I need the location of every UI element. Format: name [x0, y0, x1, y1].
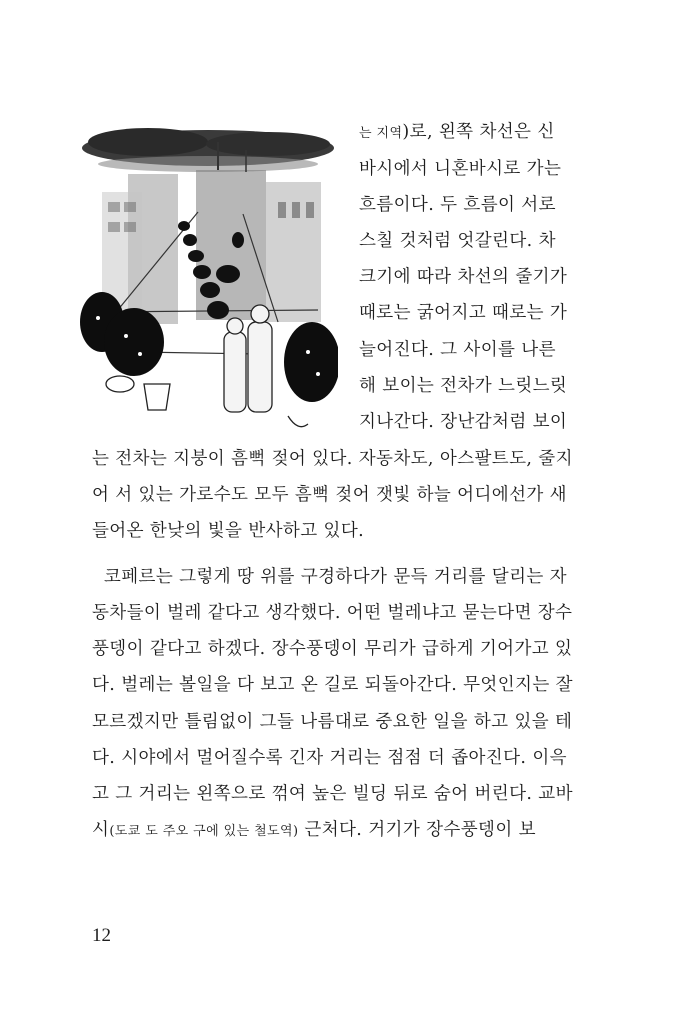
page-number: 12	[92, 925, 111, 946]
text-line-6: 때로는 굵어지고 때로는 가	[359, 303, 568, 323]
pots	[106, 376, 308, 427]
text-line-7: 늘어진다. 그 사이를 나른	[359, 340, 556, 360]
text-line-13: 코페르는 그렇게 땅 위를 구경하다가 문득 거리를 달리는 자	[92, 567, 567, 587]
text-line-15: 풍뎅이 같다고 하겠다. 장수풍뎅이 무리가 급하게 기어가고 있	[92, 639, 573, 659]
text-line-19: 고 그 거리는 왼쪽으로 꺾여 높은 빌딩 뒤로 숨어 버린다. 교바	[92, 784, 573, 804]
pedestrians	[224, 305, 272, 412]
text-line-11: 어 서 있는 가로수도 모두 흠뻑 젖어 잿빛 하늘 어디에선가 새	[92, 485, 567, 505]
text-line-10: 는 전차는 지붕이 흠뻑 젖어 있다. 자동차도, 아스팔트도, 줄지	[92, 449, 573, 469]
text-line-17: 모르겠지만 틀림없이 그들 나름대로 중요한 일을 하고 있을 테	[92, 712, 573, 732]
rainy-street-tram-illustration-icon	[78, 122, 338, 444]
text-line-5: 크기에 따라 차선의 줄기가	[359, 267, 568, 287]
text-line-18: 다. 시야에서 멀어질수록 긴자 거리는 점점 더 좁아진다. 이윽	[92, 748, 567, 768]
text-line-2: 바시에서 니혼바시로 가는	[359, 159, 562, 179]
text-line-4: 스칠 것처럼 엇갈린다. 차	[359, 231, 556, 251]
text-line-20: 시(도쿄 도 주오 구에 있는 철도역) 근처다. 거기가 장수풍뎅이 보	[92, 820, 536, 840]
sky-cloud	[82, 128, 334, 172]
text-line-8: 해 보이는 전차가 느릿느릿	[359, 376, 568, 396]
text-line-16: 다. 벌레는 볼일을 다 보고 온 길로 되돌아간다. 무엇인지는 잘	[92, 675, 573, 695]
text-line-3: 흐름이다. 두 흐름이 서로	[359, 195, 556, 215]
text-line-14: 동차들이 벌레 같다고 생각했다. 어떤 벌레냐고 묻는다면 장수	[92, 603, 573, 623]
text-line-12: 들어온 한낮의 빛을 반사하고 있다.	[92, 521, 365, 541]
text-line-1: 는 지역)로, 왼쪽 차선은 신	[359, 122, 555, 142]
text-line-9: 지나간다. 장난감처럼 보이	[359, 412, 568, 432]
